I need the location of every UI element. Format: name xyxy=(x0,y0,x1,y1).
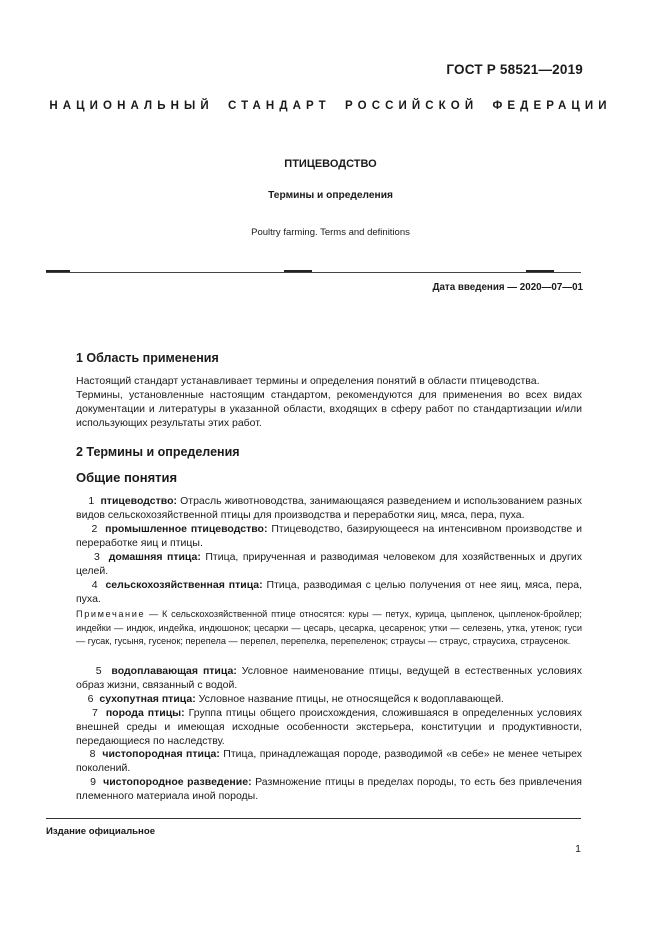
section-1-paragraph-2 xyxy=(76,388,582,431)
term-definition: Птицеводство, базирующееся на интенсивном производстве и переработке яиц и птицы. xyxy=(76,523,582,550)
official-edition-label: Издание официальное xyxy=(46,826,156,837)
document-subject: ПТИЦЕВОДСТВО xyxy=(284,158,377,170)
term-name: сельскохозяйственная птица: xyxy=(105,579,263,591)
footer-divider xyxy=(46,818,581,819)
term-number: 9 xyxy=(90,776,97,788)
term-9 xyxy=(76,775,582,803)
general-concepts-heading: Общие понятия xyxy=(76,470,178,485)
term-name: чистопородное разведение: xyxy=(103,776,252,788)
term-1 xyxy=(76,494,582,522)
section-1-paragraph-1 xyxy=(76,374,582,388)
term-number: 2 xyxy=(91,523,98,535)
section-1-heading: 1 Область применения xyxy=(76,351,219,365)
term-definition: Птица, принадлежащая породе, разводимой «в себе» не менее четырех поколений. xyxy=(76,748,583,775)
term-6 xyxy=(76,692,582,706)
term-definition: Размножение птицы в пределах породы, то есть без привлечения племенного материала иной породы. xyxy=(76,776,582,803)
term-number: 6 xyxy=(87,693,94,705)
note-label: Примечание xyxy=(76,609,146,619)
term-name: домашняя птица: xyxy=(108,551,201,563)
term-7 xyxy=(76,706,582,749)
term-4 xyxy=(76,578,582,606)
term-name: чистопородная птица: xyxy=(102,748,220,760)
section-1-paragraph-1-text: Настоящий стандарт устанавливает термины и определения понятий в области птицеводства. xyxy=(76,375,540,387)
divider-tick-left xyxy=(46,270,70,272)
term-number: 8 xyxy=(89,748,96,760)
note xyxy=(76,608,582,649)
divider-tick-center xyxy=(284,270,312,272)
divider-tick-right xyxy=(526,270,554,272)
term-definition: Птица, разводимая с целью получения от нее яиц, мяса, пера, пуха. xyxy=(76,579,582,606)
term-name: промышленное птицеводство: xyxy=(105,523,268,535)
term-definition: Условное наименование птицы, ведущей в естественных условиях образ жизни, связанный с водой. xyxy=(76,665,582,692)
term-definition: Птица, прирученная и разводимая человеком для хозяйственных и других целей. xyxy=(76,551,582,578)
term-2 xyxy=(76,522,582,550)
term-number: 1 xyxy=(88,495,95,507)
header-divider xyxy=(46,272,581,273)
term-5 xyxy=(76,664,582,692)
term-name: птицеводство: xyxy=(100,495,178,507)
national-standard-banner: НАЦИОНАЛЬНЫЙ СТАНДАРТ РОССИЙСКОЙ ФЕДЕРАЦИИ xyxy=(49,100,612,112)
term-8 xyxy=(76,747,582,775)
page-number: 1 xyxy=(575,843,581,855)
note-text: — К сельскохозяйственной птице относятся: куры — петух, курица, цыпленок, цыпленок-бройлер; индейки — индюк, индейка, индюшонок; цесарки — цесарь, цесарка, цесаренок; утки — селезень, утка, утенок; гуси — гусак, гусыня, гусенок; перепела — перепел, перепелка, перепеленок; страусы — страус, страусиха, страусенок. xyxy=(76,609,582,646)
term-name: водоплавающая птица: xyxy=(111,665,237,677)
section-1-paragraph-2-text: Термины, установленные настоящим стандартом, рекомендуются для применения во всех видах документации и литературы в указанной области, входящих в сферу работ по стандартизации и/или использующих результаты этих работ. xyxy=(76,389,582,430)
section-2-heading: 2 Термины и определения xyxy=(76,445,240,459)
document-subtitle: Термины и определения xyxy=(268,190,393,201)
term-name: порода птицы: xyxy=(105,707,185,719)
term-definition: Группа птицы общего происхождения, сложившаяся в определенных условиях внешней среды и имеющая исходные особенности экстерьера, конституции и продуктивности, передающиеся по наследству. xyxy=(76,707,582,748)
term-3 xyxy=(76,550,582,578)
standard-code: ГОСТ Р 58521—2019 xyxy=(446,62,583,77)
term-definition: Отрасль животноводства, занимающаяся разведением и использованием разных видов сельскохозяйственной птицы для производства и переработки яиц, мяса, пера, пуха. xyxy=(76,495,582,522)
term-number: 5 xyxy=(95,665,102,677)
term-number: 4 xyxy=(91,579,98,591)
term-name: сухопутная птица: xyxy=(99,693,196,705)
english-title: Poultry farming. Terms and definitions xyxy=(251,227,410,238)
introduction-date: Дата введения — 2020—07—01 xyxy=(432,282,583,293)
term-definition: Условное название птицы, не относящейся к водоплавающей. xyxy=(195,693,504,705)
term-number: 3 xyxy=(93,551,100,563)
term-number: 7 xyxy=(91,707,98,719)
